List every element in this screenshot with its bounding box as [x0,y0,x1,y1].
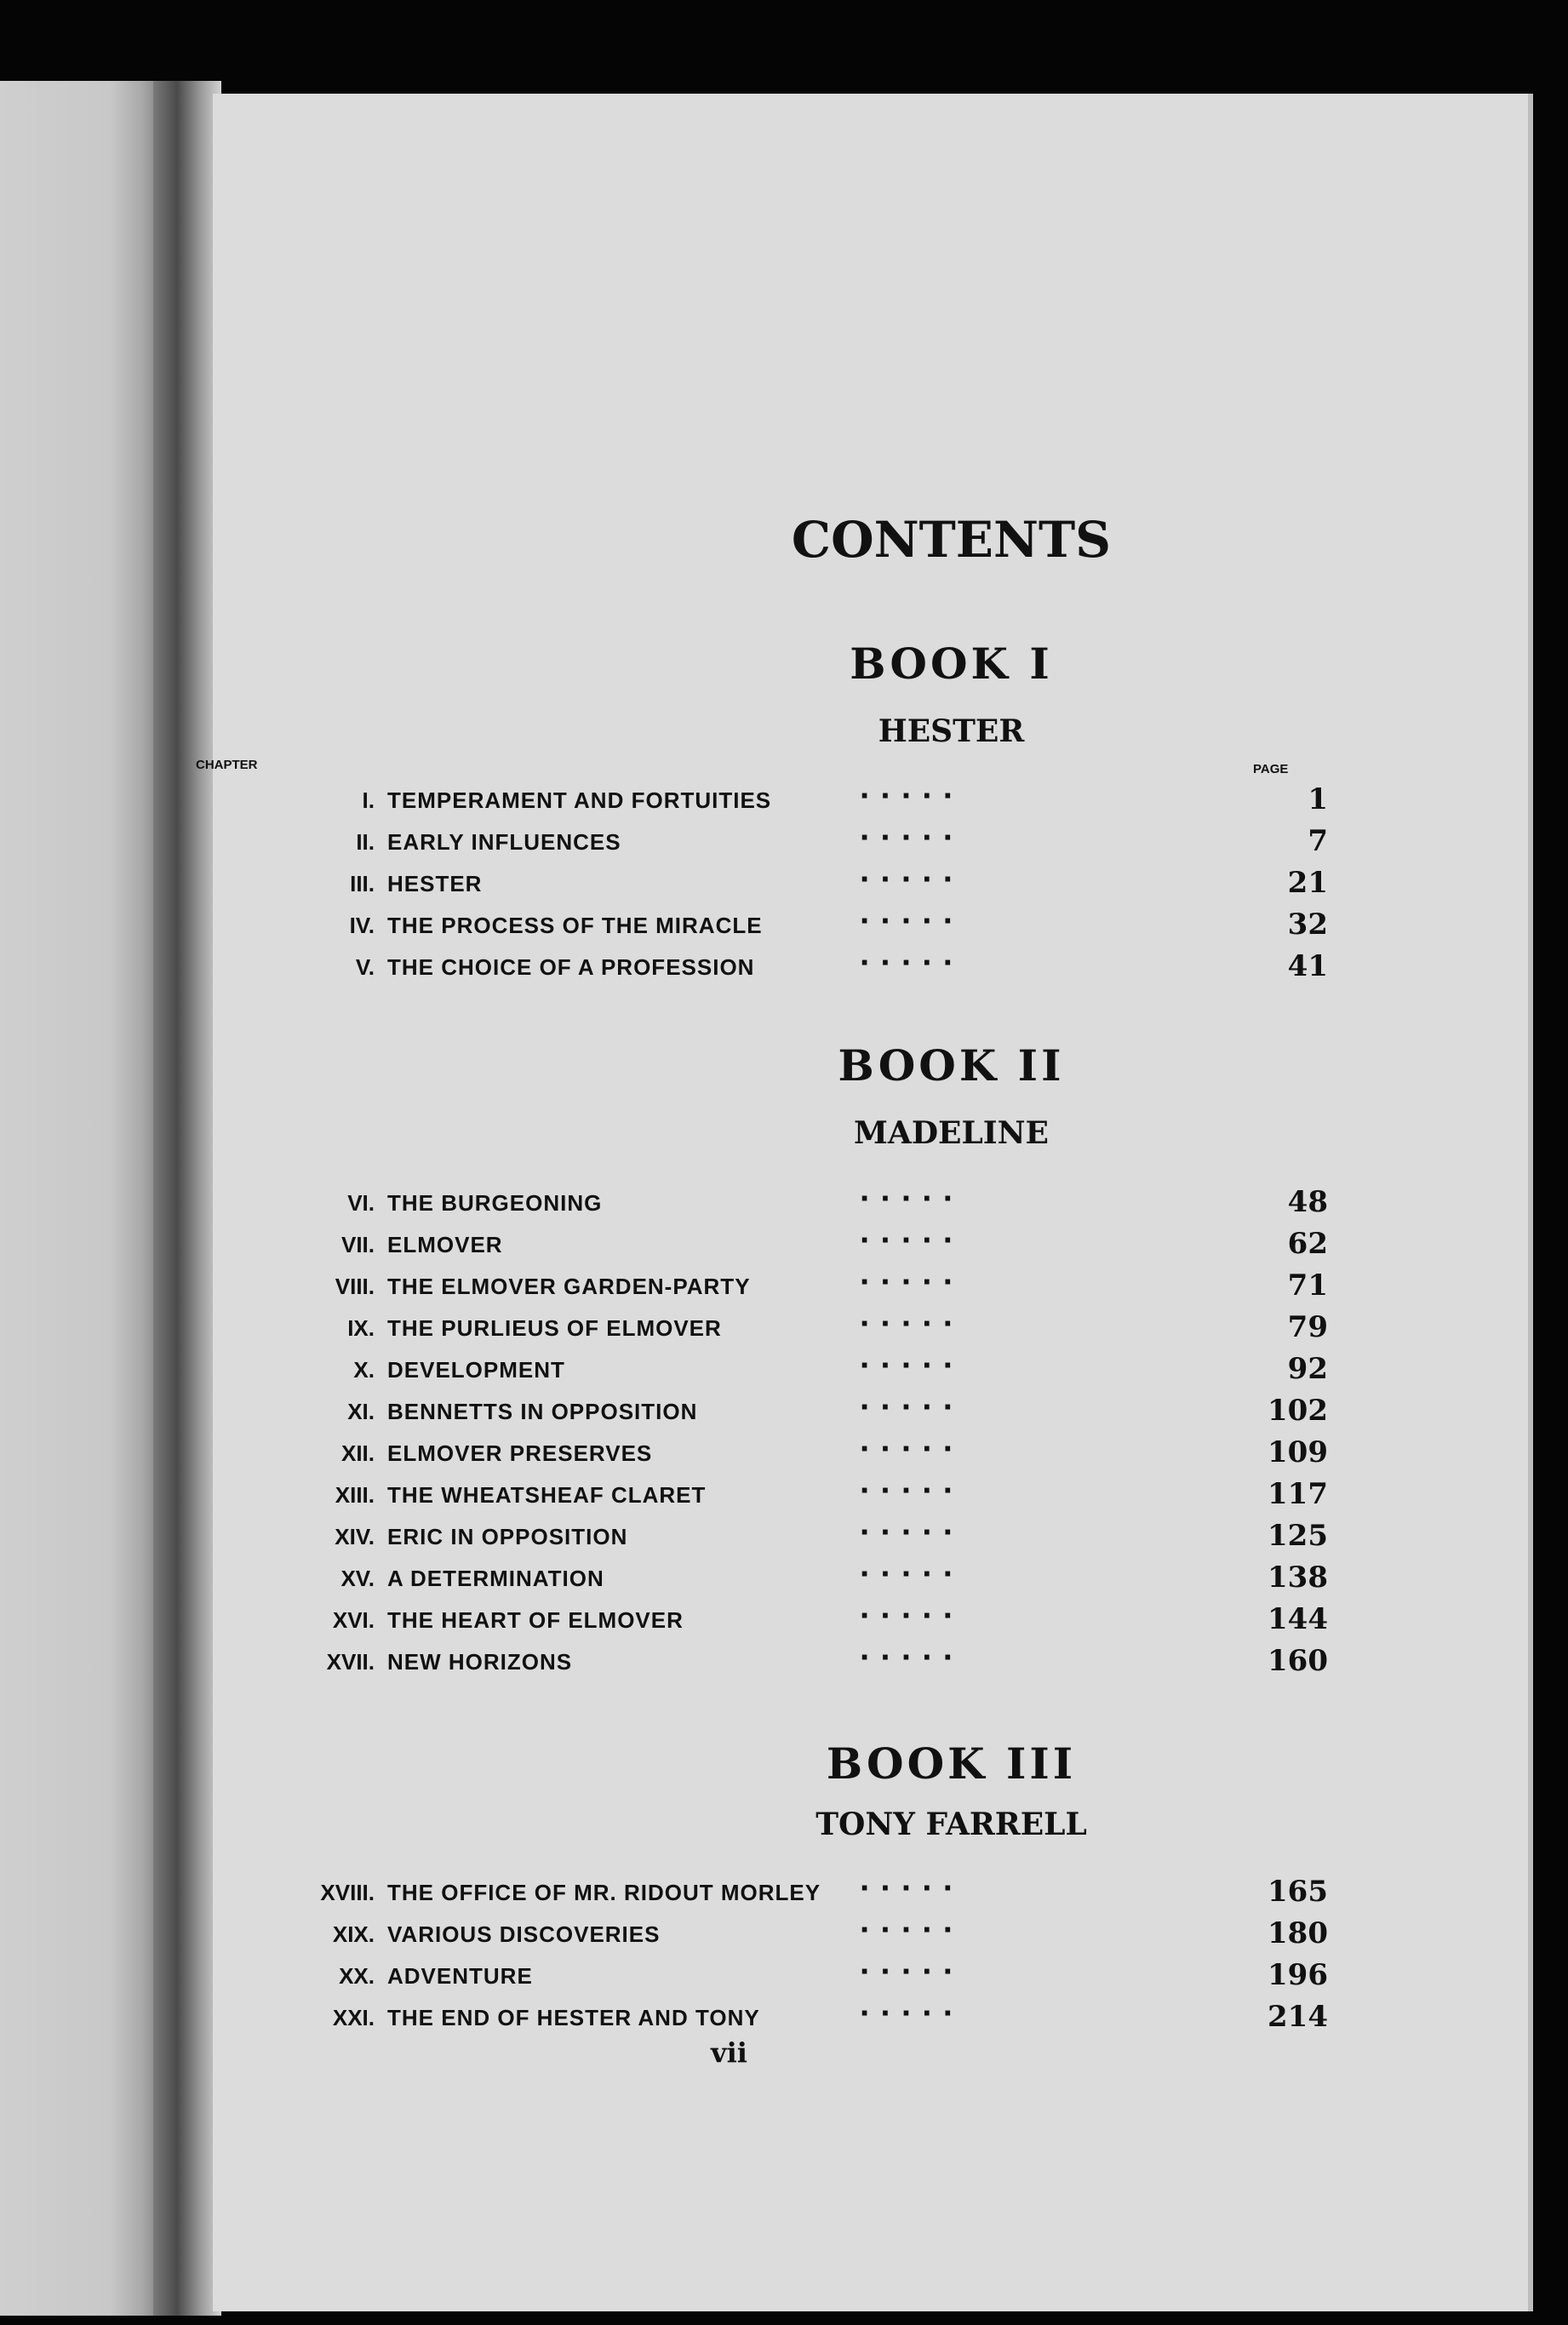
dot-leader: · · · · · [860,1389,955,1426]
page-number: 125 [1268,1519,1328,1553]
page-number: 214 [1268,2000,1328,2034]
dot-leader: · · · · · [860,1870,955,1907]
chapter-number: IV. [349,913,375,938]
page-number: 117 [1268,1477,1328,1511]
chapter-number: XVI. [332,1607,375,1633]
dot-leader: · · · · · [860,1555,955,1593]
chapter-title: THE ELMOVER GARDEN-PARTY [387,1274,751,1299]
page-number: 180 [1268,1916,1328,1950]
dot-leader: · · · · · [860,819,955,856]
chapter-title: A DETERMINATION [387,1566,604,1591]
page-number: 92 [1287,1352,1328,1386]
dot-leader: · · · · · [860,1514,955,1551]
chapter-number: XIX. [332,1921,375,1947]
book-subtitle: MADELINE [854,1115,1049,1151]
dot-leader: · · · · · [860,1430,955,1468]
chapter-number: I. [362,787,375,813]
chapter-number: XVIII. [320,1880,375,1905]
chapter-title: EARLY INFLUENCES [387,829,621,855]
chapter-title: THE CHOICE OF A PROFESSION [387,954,755,980]
chapter-number: XVII. [326,1649,375,1675]
page-number: 165 [1268,1875,1328,1909]
dot-leader: · · · · · [860,1305,955,1343]
chapter-title: THE BURGEONING [387,1190,603,1216]
dot-leader: · · · · · [860,1472,955,1509]
page-number: 196 [1268,1958,1328,1992]
book-title: BOOK III [826,1738,1077,1789]
chapter-number: VII. [340,1232,375,1257]
toc-row [213,1639,1328,1686]
chapter-number: III. [350,871,375,896]
page-number: 71 [1287,1268,1328,1303]
page-number: 21 [1287,866,1328,900]
book-subtitle: HESTER [878,713,1025,749]
chapter-title: ELMOVER [387,1232,503,1257]
chapter-title: THE END OF HESTER AND TONY [387,2005,760,2030]
chapter-title: THE HEART OF ELMOVER [387,1607,684,1633]
chapter-title: BENNETTS IN OPPOSITION [387,1399,698,1424]
book-title: BOOK II [838,1040,1065,1091]
chapter-column-label: CHAPTER [196,758,258,772]
page-number: 1 [1308,782,1328,816]
chapter-number: XV. [340,1566,375,1591]
page-number: 32 [1287,908,1328,942]
page-folio: vii [711,2036,747,2069]
book-title: BOOK I [850,639,1053,689]
chapter-number: XII. [340,1440,375,1466]
dot-leader: · · · · · [860,1222,955,1259]
chapter-title: THE WHEATSHEAF CLARET [387,1482,707,1508]
chapter-number: XX. [339,1963,375,1989]
page-title: CONTENTS [791,511,1112,569]
dot-leader: · · · · · [860,1597,955,1635]
chapter-title: NEW HORIZONS [387,1649,573,1675]
dot-leader: · · · · · [860,902,955,940]
book-gutter [153,81,221,2316]
dot-leader: · · · · · [860,1347,955,1384]
dot-leader: · · · · · [860,1953,955,1990]
chapter-title: DEVELOPMENT [387,1357,565,1383]
dot-leader: · · · · · [860,944,955,982]
dot-leader: · · · · · [860,861,955,898]
chapter-title: VARIOUS DISCOVERIES [387,1921,661,1947]
dot-leader: · · · · · [860,1263,955,1301]
chapter-number: X. [353,1357,375,1383]
chapter-number: II. [356,829,375,855]
chapter-title: THE PROCESS OF THE MIRACLE [387,913,763,938]
page-number: 62 [1287,1227,1328,1261]
facing-page-edge [0,81,157,2316]
page-number: 160 [1268,1644,1328,1678]
chapter-number: XIII. [335,1482,375,1508]
toc-row [213,1995,1328,2042]
chapter-number: IX. [347,1315,375,1341]
page-number: 138 [1268,1560,1328,1595]
dot-leader: · · · · · [860,1639,955,1676]
chapter-number: XXI. [332,2005,375,2030]
dot-leader: · · · · · [860,1995,955,2032]
dot-leader: · · · · · [860,1180,955,1217]
page-column-label: PAGE [1253,762,1289,776]
chapter-number: XIV. [335,1524,375,1549]
chapter-title: HESTER [387,871,483,896]
chapter-number: VIII. [335,1274,375,1299]
chapter-title: ERIC IN OPPOSITION [387,1524,628,1549]
chapter-number: VI. [347,1190,375,1216]
contents-page-text [196,94,1528,2311]
book-subtitle: TONY FARRELL [815,1807,1087,1842]
chapter-title: THE PURLIEUS OF ELMOVER [387,1315,722,1341]
dot-leader: · · · · · [860,1911,955,1949]
page-number: 79 [1287,1310,1328,1344]
chapter-title: TEMPERAMENT AND FORTUITIES [387,787,772,813]
page-number: 7 [1308,824,1328,858]
chapter-number: XI. [347,1399,375,1424]
page-number: 102 [1268,1394,1328,1428]
page-number: 144 [1268,1602,1328,1636]
page-number: 109 [1268,1435,1328,1469]
dot-leader: · · · · · [860,777,955,815]
page-number: 48 [1287,1185,1328,1219]
chapter-number: V. [355,954,375,980]
chapter-title: THE OFFICE OF MR. RIDOUT MORLEY [387,1880,821,1905]
page-number: 41 [1287,949,1328,983]
chapter-title: ADVENTURE [387,1963,533,1989]
chapter-title: ELMOVER PRESERVES [387,1440,653,1466]
toc-row [213,944,1328,992]
